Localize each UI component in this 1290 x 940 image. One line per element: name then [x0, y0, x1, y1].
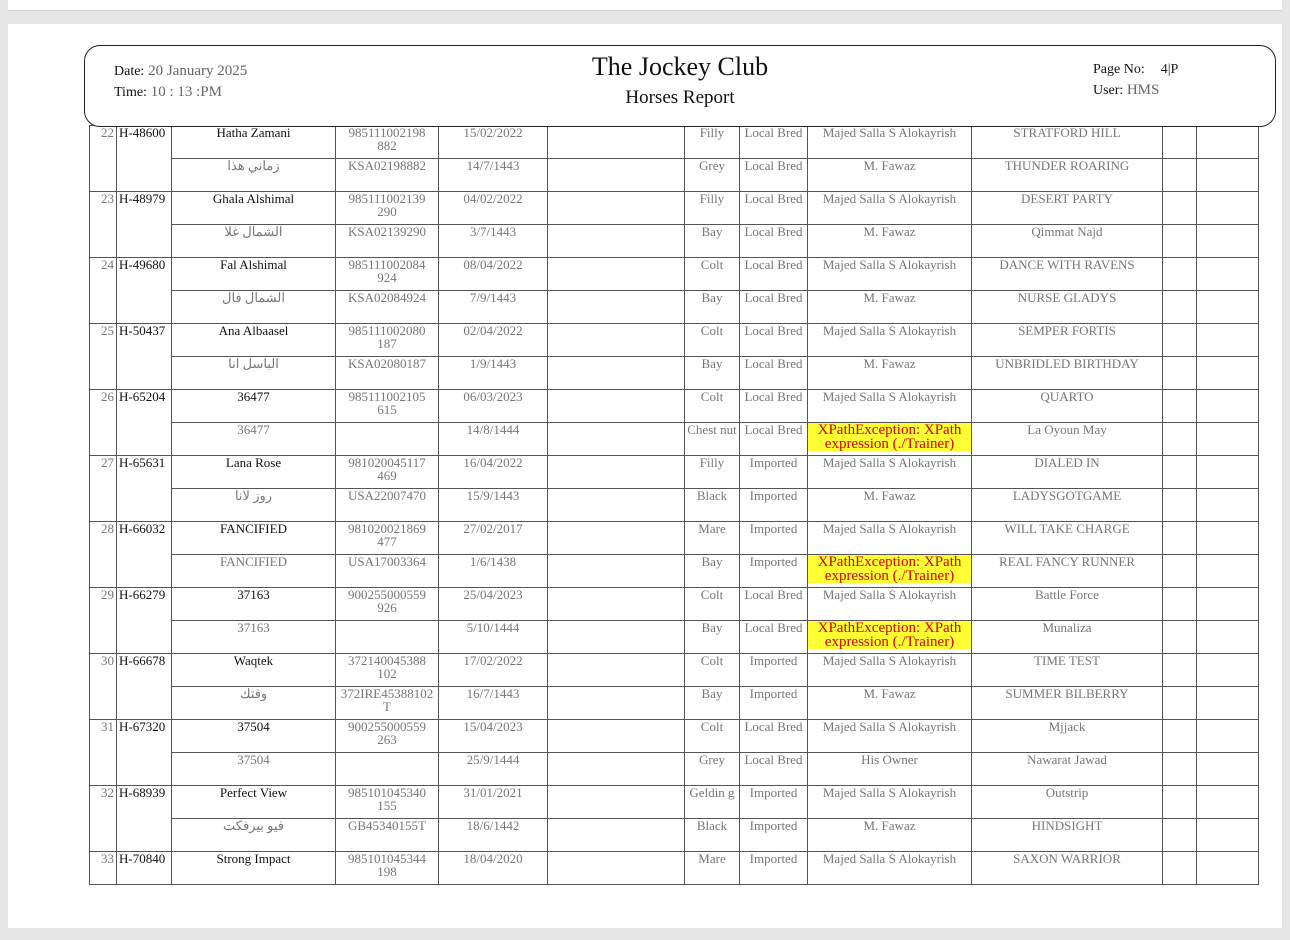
xpath-error: XPathException: XPath expression (./Trainer) — [808, 423, 971, 451]
blank-cell — [1163, 489, 1197, 522]
blank-cell — [1197, 753, 1259, 786]
date-of-birth: 15/04/2023 — [439, 720, 548, 753]
horse-color: Black — [685, 489, 740, 522]
blank-cell — [1163, 159, 1197, 192]
horse-color: Chest nut — [685, 423, 740, 456]
horse-name-arabic: وقتك — [172, 687, 336, 720]
breeding-type: Local Bred — [740, 423, 808, 456]
blank-cell — [1197, 588, 1259, 621]
trainer-name: M. Fawaz — [808, 357, 972, 390]
sire-name: DESERT PARTY — [972, 192, 1163, 225]
sire-name: DANCE WITH RAVENS — [972, 258, 1163, 291]
dam-name: LADYSGOTGAME — [972, 489, 1163, 522]
horse-color: Bay — [685, 687, 740, 720]
blank-cell — [1163, 621, 1197, 654]
trainer-name: M. Fawaz — [808, 291, 972, 324]
table-row — [90, 753, 1259, 786]
date-of-birth: 06/03/2023 — [439, 390, 548, 423]
breeding-type: Imported — [740, 555, 808, 588]
breeding-type: Local Bred — [740, 324, 808, 357]
row-number: 25 — [90, 324, 117, 390]
trainer-cell — [808, 555, 972, 588]
owner-name: Majed Salla S Alokayrish — [808, 654, 972, 687]
dam-name: NURSE GLADYS — [972, 291, 1163, 324]
horse-name-arabic: روز لانا — [172, 489, 336, 522]
breeding-type: Imported — [740, 456, 808, 489]
horse-color: Grey — [685, 753, 740, 786]
time-value: 10 : 13 :PM — [150, 84, 222, 100]
blank-cell — [1163, 786, 1197, 819]
blank-cell — [1197, 456, 1259, 489]
horse-id: H-50437 — [117, 324, 172, 390]
horse-name: Perfect View — [172, 786, 336, 819]
blank-cell — [1197, 225, 1259, 258]
horse-name-arabic: 37163 — [172, 621, 336, 654]
horse-name-arabic: فيو بيرفكت — [172, 819, 336, 852]
blank-cell — [548, 720, 685, 753]
registration-number: GB45340155T — [336, 819, 439, 852]
registration-number — [336, 621, 439, 654]
microchip-number: 981020045117 469 — [336, 456, 439, 489]
blank-cell — [548, 786, 685, 819]
horse-sex: Colt — [685, 720, 740, 753]
date-of-birth: 18/04/2020 — [439, 852, 548, 885]
blank-cell — [548, 654, 685, 687]
blank-cell — [548, 159, 685, 192]
table-row — [90, 324, 1259, 357]
owner-name: Majed Salla S Alokayrish — [808, 258, 972, 291]
blank-cell — [548, 522, 685, 555]
hijri-date: 3/7/1443 — [439, 225, 548, 258]
hijri-date: 1/6/1438 — [439, 555, 548, 588]
row-number: 27 — [90, 456, 117, 522]
microchip-number: 985101045344 198 — [336, 852, 439, 885]
blank-cell — [1163, 258, 1197, 291]
dam-name: SUMMER BILBERRY — [972, 687, 1163, 720]
table-row — [90, 621, 1259, 654]
blank-cell — [1163, 225, 1197, 258]
table-row — [90, 489, 1259, 522]
blank-cell — [1163, 819, 1197, 852]
dam-name: Qimmat Najd — [972, 225, 1163, 258]
breeding-type: Local Bred — [740, 720, 808, 753]
previous-page-edge — [8, 0, 1282, 11]
horse-name: Hatha Zamani — [172, 126, 336, 159]
hijri-date: 14/8/1444 — [439, 423, 548, 456]
date-of-birth: 16/04/2022 — [439, 456, 548, 489]
blank-cell — [1163, 456, 1197, 489]
microchip-number: 372140045388 102 — [336, 654, 439, 687]
blank-cell — [548, 621, 685, 654]
page-number: 4|P — [1160, 62, 1179, 77]
horse-name: FANCIFIED — [172, 522, 336, 555]
horse-sex: Colt — [685, 258, 740, 291]
table-row — [90, 687, 1259, 720]
horse-name-arabic: 36477 — [172, 423, 336, 456]
trainer-name: M. Fawaz — [808, 687, 972, 720]
blank-cell — [1163, 753, 1197, 786]
breeding-type: Local Bred — [740, 225, 808, 258]
horse-name: Waqtek — [172, 654, 336, 687]
breeding-type: Imported — [740, 522, 808, 555]
owner-name: Majed Salla S Alokayrish — [808, 588, 972, 621]
microchip-number: 900255000559 263 — [336, 720, 439, 753]
horse-sex: Colt — [685, 324, 740, 357]
date-of-birth: 27/02/2017 — [439, 522, 548, 555]
owner-name: Majed Salla S Alokayrish — [808, 720, 972, 753]
horse-sex: Mare — [685, 852, 740, 885]
blank-cell — [1197, 390, 1259, 423]
table-row — [90, 390, 1259, 423]
horse-name: 36477 — [172, 390, 336, 423]
blank-cell — [548, 555, 685, 588]
sire-name: STRATFORD HILL — [972, 126, 1163, 159]
table-row — [90, 357, 1259, 390]
blank-cell — [1197, 819, 1259, 852]
blank-cell — [1163, 324, 1197, 357]
sire-name: SAXON WARRIOR — [972, 852, 1163, 885]
blank-cell — [1163, 390, 1197, 423]
blank-cell — [548, 291, 685, 324]
blank-cell — [548, 753, 685, 786]
breeding-type: Local Bred — [740, 588, 808, 621]
horse-id: H-65204 — [117, 390, 172, 456]
hijri-date: 16/7/1443 — [439, 687, 548, 720]
sire-name: DIALED IN — [972, 456, 1163, 489]
table-row — [90, 126, 1259, 159]
horse-name: Ghala Alshimal — [172, 192, 336, 225]
blank-cell — [548, 687, 685, 720]
table-row — [90, 225, 1259, 258]
blank-cell — [1163, 291, 1197, 324]
blank-cell — [548, 819, 685, 852]
registration-number: KSA02198882 — [336, 159, 439, 192]
table-row — [90, 720, 1259, 753]
horse-sex: Colt — [685, 390, 740, 423]
blank-cell — [1197, 423, 1259, 456]
row-number: 31 — [90, 720, 117, 786]
sire-name: Mjjack — [972, 720, 1163, 753]
xpath-error: XPathException: XPath expression (./Trainer) — [808, 621, 971, 649]
blank-cell — [1197, 192, 1259, 225]
trainer-cell — [808, 423, 972, 456]
horse-id: H-66032 — [117, 522, 172, 588]
horse-id: H-48600 — [117, 126, 172, 192]
row-number: 24 — [90, 258, 117, 324]
horse-name-arabic: زماني هذا — [172, 159, 336, 192]
blank-cell — [548, 126, 685, 159]
table-row — [90, 159, 1259, 192]
breeding-type: Imported — [740, 852, 808, 885]
horse-name: 37163 — [172, 588, 336, 621]
blank-cell — [1197, 852, 1259, 885]
registration-number — [336, 423, 439, 456]
horse-sex: Filly — [685, 126, 740, 159]
horse-color: Grey — [685, 159, 740, 192]
header-page-user — [1093, 59, 1178, 101]
trainer-name: M. Fawaz — [808, 819, 972, 852]
trainer-name: His Owner — [808, 753, 972, 786]
user-label: User: — [1093, 83, 1124, 98]
blank-cell — [548, 324, 685, 357]
horse-name-arabic: الشمال فال — [172, 291, 336, 324]
microchip-number: 900255000559 926 — [336, 588, 439, 621]
hijri-date: 15/9/1443 — [439, 489, 548, 522]
date-of-birth: 17/02/2022 — [439, 654, 548, 687]
horse-id: H-67320 — [117, 720, 172, 786]
date-of-birth: 04/02/2022 — [439, 192, 548, 225]
date-of-birth: 31/01/2021 — [439, 786, 548, 819]
microchip-number: 985111002198 882 — [336, 126, 439, 159]
dam-name: UNBRIDLED BIRTHDAY — [972, 357, 1163, 390]
blank-cell — [548, 489, 685, 522]
sire-name: WILL TAKE CHARGE — [972, 522, 1163, 555]
dam-name: HINDSIGHT — [972, 819, 1163, 852]
registration-number: KSA02139290 — [336, 225, 439, 258]
horse-color: Bay — [685, 225, 740, 258]
registration-number: KSA02080187 — [336, 357, 439, 390]
owner-name: Majed Salla S Alokayrish — [808, 126, 972, 159]
sire-name: TIME TEST — [972, 654, 1163, 687]
microchip-number: 985111002105 615 — [336, 390, 439, 423]
horse-name-arabic: الشمال غلا — [172, 225, 336, 258]
blank-cell — [1163, 423, 1197, 456]
table-row — [90, 786, 1259, 819]
blank-cell — [1163, 126, 1197, 159]
row-number: 30 — [90, 654, 117, 720]
dam-name: Munaliza — [972, 621, 1163, 654]
breeding-type: Imported — [740, 819, 808, 852]
page-label: Page No: — [1093, 62, 1145, 77]
horse-name: Ana Albaasel — [172, 324, 336, 357]
blank-cell — [1197, 258, 1259, 291]
table-row — [90, 819, 1259, 852]
breeding-type: Local Bred — [740, 291, 808, 324]
row-number: 23 — [90, 192, 117, 258]
blank-cell — [548, 192, 685, 225]
blank-cell — [1163, 687, 1197, 720]
blank-cell — [1163, 588, 1197, 621]
breeding-type: Local Bred — [740, 357, 808, 390]
blank-cell — [548, 357, 685, 390]
date-of-birth: 02/04/2022 — [439, 324, 548, 357]
sire-name: QUARTO — [972, 390, 1163, 423]
table-row — [90, 588, 1259, 621]
registration-number: USA22007470 — [336, 489, 439, 522]
horse-color: Bay — [685, 621, 740, 654]
breeding-type: Imported — [740, 489, 808, 522]
table-row — [90, 423, 1259, 456]
owner-name: Majed Salla S Alokayrish — [808, 390, 972, 423]
blank-cell — [548, 390, 685, 423]
horse-name-arabic: الباسل انا — [172, 357, 336, 390]
hijri-date: 25/9/1444 — [439, 753, 548, 786]
table-row — [90, 555, 1259, 588]
blank-cell — [1163, 192, 1197, 225]
blank-cell — [1197, 126, 1259, 159]
blank-cell — [1197, 786, 1259, 819]
hijri-date: 7/9/1443 — [439, 291, 548, 324]
breeding-type: Local Bred — [740, 192, 808, 225]
breeding-type: Imported — [740, 654, 808, 687]
row-number: 29 — [90, 588, 117, 654]
registration-number: KSA02084924 — [336, 291, 439, 324]
blank-cell — [1197, 159, 1259, 192]
horses-table — [89, 125, 1259, 885]
blank-cell — [1197, 654, 1259, 687]
owner-name: Majed Salla S Alokayrish — [808, 522, 972, 555]
breeding-type: Imported — [740, 786, 808, 819]
breeding-type: Imported — [740, 687, 808, 720]
blank-cell — [548, 423, 685, 456]
horse-name-arabic: 37504 — [172, 753, 336, 786]
time-label: Time: — [114, 85, 147, 100]
table-row — [90, 258, 1259, 291]
blank-cell — [1197, 357, 1259, 390]
hijri-date: 14/7/1443 — [439, 159, 548, 192]
horse-id: H-49680 — [117, 258, 172, 324]
horse-sex: Geldin g — [685, 786, 740, 819]
owner-name: Majed Salla S Alokayrish — [808, 786, 972, 819]
blank-cell — [1163, 852, 1197, 885]
blank-cell — [548, 852, 685, 885]
hijri-date: 1/9/1443 — [439, 357, 548, 390]
horse-id: H-48979 — [117, 192, 172, 258]
dam-name: La Oyoun May — [972, 423, 1163, 456]
table-row — [90, 654, 1259, 687]
horse-id: H-66678 — [117, 654, 172, 720]
trainer-name: M. Fawaz — [808, 489, 972, 522]
horse-name: Strong Impact — [172, 852, 336, 885]
microchip-number: 981020021869 477 — [336, 522, 439, 555]
microchip-number: 985111002080 187 — [336, 324, 439, 357]
breeding-type: Local Bred — [740, 159, 808, 192]
blank-cell — [1163, 522, 1197, 555]
user-value: HMS — [1126, 82, 1160, 98]
horse-sex: Colt — [685, 654, 740, 687]
table-row — [90, 192, 1259, 225]
blank-cell — [1197, 291, 1259, 324]
horse-sex: Filly — [685, 456, 740, 489]
blank-cell — [1197, 687, 1259, 720]
xpath-error: XPathException: XPath expression (./Trainer) — [808, 555, 971, 583]
breeding-type: Local Bred — [740, 390, 808, 423]
blank-cell — [548, 225, 685, 258]
row-number: 22 — [90, 126, 117, 192]
blank-cell — [1197, 522, 1259, 555]
row-number: 26 — [90, 390, 117, 456]
blank-cell — [1197, 489, 1259, 522]
report-page — [8, 24, 1282, 928]
blank-cell — [1163, 555, 1197, 588]
horse-color: Bay — [685, 291, 740, 324]
horse-color: Bay — [685, 357, 740, 390]
blank-cell — [1197, 555, 1259, 588]
owner-name: Majed Salla S Alokayrish — [808, 324, 972, 357]
hijri-date: 18/6/1442 — [439, 819, 548, 852]
horse-color: Black — [685, 819, 740, 852]
horse-name: Lana Rose — [172, 456, 336, 489]
blank-cell — [548, 258, 685, 291]
table-row — [90, 291, 1259, 324]
microchip-number: 985111002084 924 — [336, 258, 439, 291]
horse-sex: Filly — [685, 192, 740, 225]
hijri-date: 5/10/1444 — [439, 621, 548, 654]
blank-cell — [548, 588, 685, 621]
trainer-name: M. Fawaz — [808, 225, 972, 258]
blank-cell — [1197, 720, 1259, 753]
blank-cell — [1163, 357, 1197, 390]
blank-cell — [1197, 621, 1259, 654]
report-header — [84, 45, 1276, 127]
trainer-cell — [808, 621, 972, 654]
owner-name: Majed Salla S Alokayrish — [808, 192, 972, 225]
trainer-name: M. Fawaz — [808, 159, 972, 192]
dam-name: THUNDER ROARING — [972, 159, 1163, 192]
blank-cell — [548, 456, 685, 489]
dam-name: Nawarat Jawad — [972, 753, 1163, 786]
horse-id: H-70840 — [117, 852, 172, 885]
dam-name: REAL FANCY RUNNER — [972, 555, 1163, 588]
breeding-type: Local Bred — [740, 621, 808, 654]
breeding-type: Local Bred — [740, 126, 808, 159]
row-number: 32 — [90, 786, 117, 852]
horse-id: H-68939 — [117, 786, 172, 852]
microchip-number: 985101045340 155 — [336, 786, 439, 819]
row-number: 28 — [90, 522, 117, 588]
date-of-birth: 25/04/2023 — [439, 588, 548, 621]
sire-name: Battle Force — [972, 588, 1163, 621]
report-subtitle: Horses Report — [625, 87, 735, 108]
owner-name: Majed Salla S Alokayrish — [808, 852, 972, 885]
microchip-number: 985111002139 290 — [336, 192, 439, 225]
blank-cell — [1163, 654, 1197, 687]
breeding-type: Local Bred — [740, 753, 808, 786]
table-row — [90, 522, 1259, 555]
row-number: 33 — [90, 852, 117, 885]
owner-name: Majed Salla S Alokayrish — [808, 456, 972, 489]
horse-id: H-66279 — [117, 588, 172, 654]
date-of-birth: 15/02/2022 — [439, 126, 548, 159]
registration-number: USA17003364 — [336, 555, 439, 588]
horse-name: Fal Alshimal — [172, 258, 336, 291]
blank-cell — [1197, 324, 1259, 357]
date-label: Date: — [114, 64, 145, 79]
horse-color: Bay — [685, 555, 740, 588]
horse-name: 37504 — [172, 720, 336, 753]
sire-name: Outstrip — [972, 786, 1163, 819]
horse-name-arabic: FANCIFIED — [172, 555, 336, 588]
registration-number: 372IRE45388102 T — [336, 687, 439, 720]
table-row — [90, 852, 1259, 885]
registration-number — [336, 753, 439, 786]
blank-cell — [1163, 720, 1197, 753]
table-row — [90, 456, 1259, 489]
horse-sex: Mare — [685, 522, 740, 555]
horse-sex: Colt — [685, 588, 740, 621]
sire-name: SEMPER FORTIS — [972, 324, 1163, 357]
date-value: 20 January 2025 — [148, 63, 248, 79]
date-of-birth: 08/04/2022 — [439, 258, 548, 291]
horse-id: H-65631 — [117, 456, 172, 522]
breeding-type: Local Bred — [740, 258, 808, 291]
report-title: The Jockey Club — [591, 52, 769, 81]
